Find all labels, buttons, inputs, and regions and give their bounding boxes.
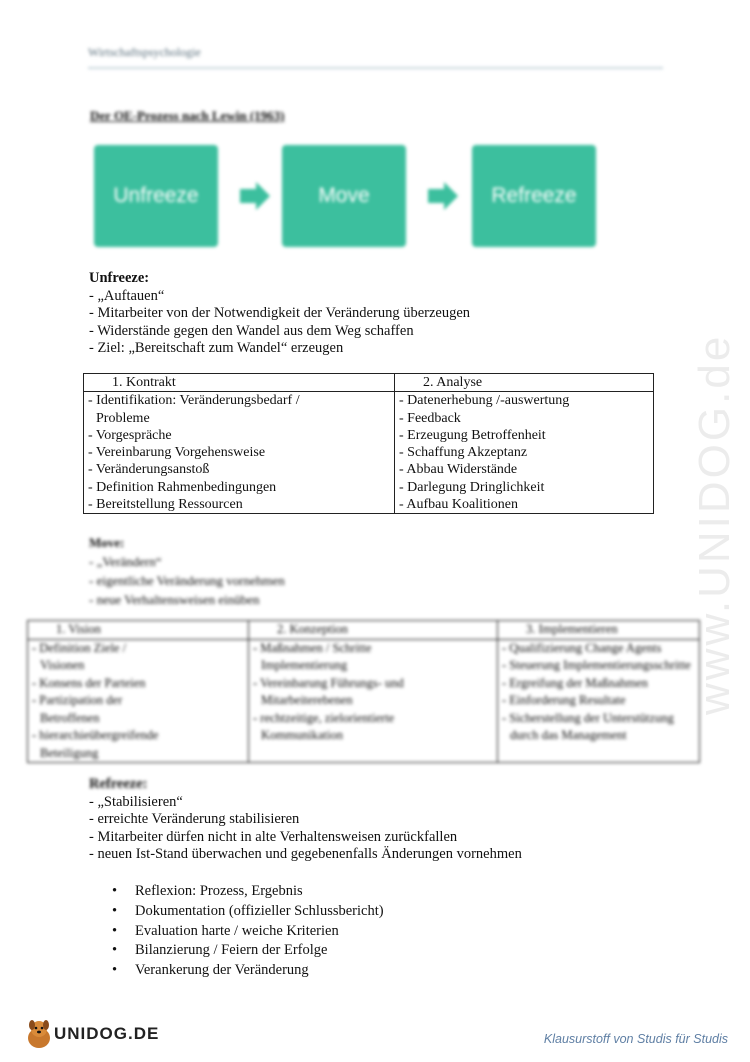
- table-cell-line: durch das Management: [510, 728, 627, 742]
- list-item: • Bilanzierung / Feiern der Erfolge: [112, 941, 384, 961]
- table-cell-line: - Einforderung Resultate: [502, 693, 626, 707]
- table-cell-line: - rechtzeitige, zielorientierte: [253, 710, 395, 725]
- table-cell-line: - Steuerung Implementierungsschritte: [502, 658, 691, 672]
- table-cell: [395, 392, 654, 514]
- table-cell: [84, 392, 395, 514]
- table-header: 2. Konzeption: [249, 621, 498, 640]
- table-cell-line: - Bereitstellung Ressourcen: [88, 497, 243, 513]
- refreeze-section: [89, 776, 522, 864]
- unfreeze-section: [89, 270, 470, 358]
- table-cell-line: - Schaffung Akzeptanz: [399, 445, 528, 461]
- table-header: 1. Vision: [28, 621, 249, 640]
- footer-tagline: Klausurstoff von Studis für Studis: [543, 1032, 728, 1046]
- table-cell-line: - hierarchieübergreifende: [32, 728, 159, 742]
- section-title: Der OE-Prozess nach Lewin (1963): [90, 108, 285, 123]
- table-cell-line: - Abbau Widerstände: [399, 462, 518, 478]
- dog-logo-icon: [24, 1018, 54, 1050]
- table-cell-line: - Maßnahmen / Schritte: [253, 640, 372, 655]
- watermark: www.UNIDOG.de: [690, 333, 739, 715]
- table-cell-line: - Definition Rahmenbedingungen: [88, 479, 277, 495]
- table-cell-line: - Identifikation: Veränderungsbedarf /: [88, 393, 300, 409]
- list-item: • Evaluation harte / weiche Kriterien: [112, 922, 384, 942]
- process-step-refreeze: Refreeze: [472, 145, 596, 247]
- header-title: Wirtschaftspsychologie: [88, 45, 201, 59]
- table-cell-line: Kommunikation: [261, 728, 343, 742]
- move-line: - „Verändern“: [89, 554, 162, 569]
- table-cell-line: - Partizipation der: [32, 693, 123, 707]
- move-section: [89, 533, 285, 609]
- refreeze-heading: Refreeze:: [89, 776, 148, 792]
- table-cell-line: - Aufbau Koalitionen: [399, 497, 518, 513]
- list-item: • Dokumentation (offizieller Schlussbericht): [112, 902, 384, 922]
- unfreeze-line: - „Auftauen“: [89, 287, 165, 304]
- process-step-move: Move: [282, 145, 406, 247]
- table-cell-line: Beteiligung: [40, 745, 99, 760]
- move-line: - eigentliche Veränderung vornehmen: [89, 573, 285, 588]
- refreeze-line: - „Stabilisieren“: [89, 793, 183, 810]
- unfreeze-line: - Widerstände gegen den Wandel aus dem Weg schaffen: [89, 322, 414, 339]
- refreeze-bullet-list: [112, 882, 384, 981]
- table-cell-line: Visionen: [40, 658, 85, 672]
- table-header: 2. Analyse: [395, 374, 654, 392]
- footer-logo: [24, 1018, 164, 1052]
- process-step-unfreeze: Unfreeze: [94, 145, 218, 247]
- table-cell-line: - Konsens der Parteien: [32, 675, 146, 690]
- unfreeze-table: [83, 373, 654, 514]
- table-cell-line: - Vereinbarung Führungs- und: [253, 675, 404, 690]
- table-cell-line: Probleme: [96, 410, 150, 426]
- table-cell-line: Implementierung: [261, 658, 348, 672]
- table-cell-line: Mitarbeiterebenen: [261, 693, 353, 707]
- table-cell-line: - Darlegung Dringlichkeit: [399, 479, 545, 495]
- table-header: 1. Kontrakt: [84, 374, 395, 392]
- move-table: [27, 620, 700, 763]
- header-divider: [88, 67, 663, 69]
- table-header: 3. Implementieren: [498, 621, 700, 640]
- move-heading: Move:: [89, 535, 125, 550]
- table-cell-line: - Ergreifung der Maßnahmen: [502, 675, 648, 690]
- unfreeze-line: - Mitarbeiter von der Notwendigkeit der Veränderung überzeugen: [89, 305, 471, 321]
- table-cell-line: - Vereinbarung Vorgehensweise: [88, 445, 266, 461]
- refreeze-line: - Mitarbeiter dürfen nicht in alte Verhaltensweisen zurückfallen: [89, 828, 458, 845]
- table-cell-line: - Feedback: [399, 410, 461, 426]
- unfreeze-heading: Unfreeze:: [89, 270, 150, 286]
- table-cell-line: - Sicherstellung der Unterstützung: [502, 710, 674, 725]
- table-cell-line: - Qualifizierung Change Agents: [502, 640, 662, 655]
- logo-text: UNIDOG.DE: [54, 1024, 160, 1043]
- table-cell-line: - Erzeugung Betroffenheit: [399, 427, 546, 443]
- list-item: • Verankerung der Veränderung: [112, 961, 384, 981]
- table-cell-line: Betroffenen: [40, 710, 100, 725]
- list-item: • Reflexion: Prozess, Ergebnis: [112, 882, 384, 902]
- table-cell-line: - Vorgespräche: [88, 427, 172, 443]
- table-cell-line: - Definition Ziele /: [32, 640, 127, 655]
- table-cell-line: - Datenerhebung /-auswertung: [399, 393, 570, 409]
- table-cell: [28, 639, 249, 763]
- refreeze-line: - erreichte Veränderung stabilisieren: [89, 811, 300, 827]
- arrow-right-icon: [240, 182, 270, 210]
- table-cell: [498, 639, 700, 763]
- table-cell-line: - Veränderungsanstoß: [88, 462, 210, 478]
- refreeze-line: - neuen Ist-Stand überwachen und gegebenenfalls Änderungen vornehmen: [89, 846, 522, 862]
- table-cell: [249, 639, 498, 763]
- process-diagram: [94, 145, 598, 247]
- move-line: - neue Verhaltensweisen einüben: [89, 592, 260, 607]
- page-header: [88, 45, 663, 69]
- arrow-right-icon: [428, 182, 458, 210]
- unfreeze-line: - Ziel: „Bereitschaft zum Wandel“ erzeugen: [89, 340, 344, 356]
